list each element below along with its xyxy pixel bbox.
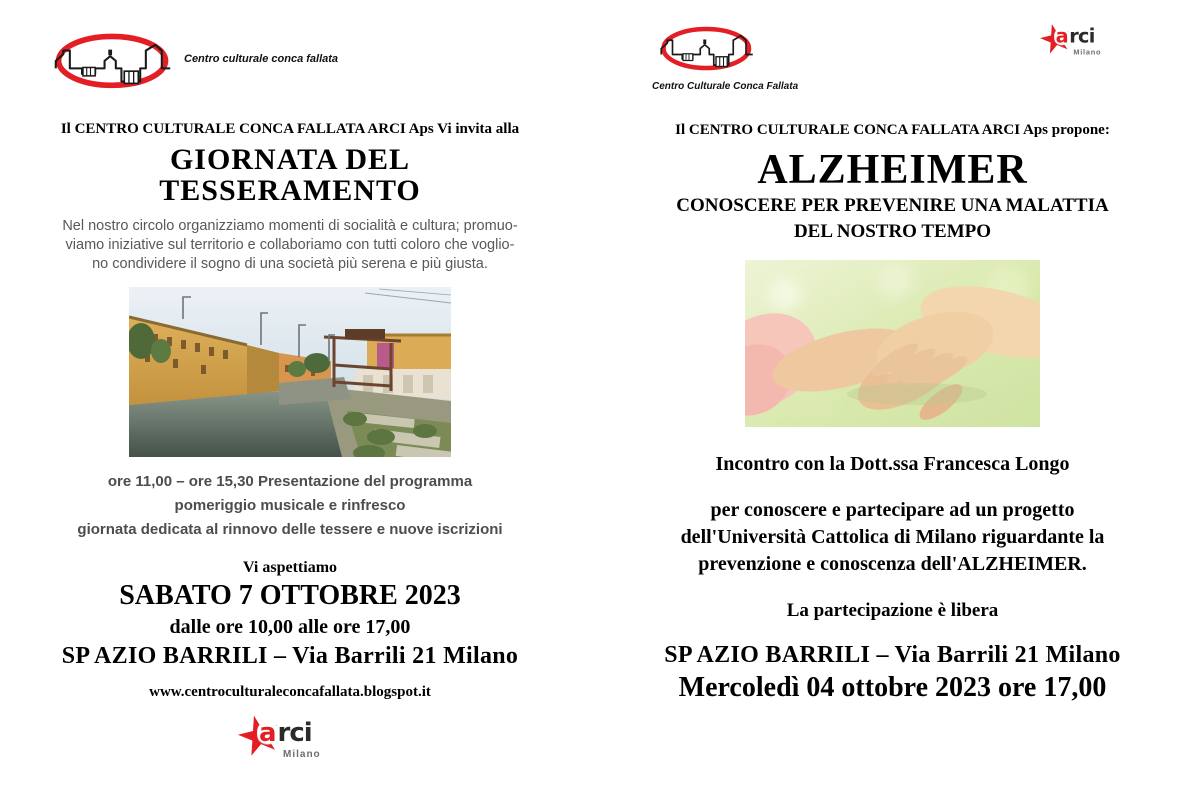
website-url: www.centroculturaleconcafallata.blogspot.it: [149, 684, 431, 700]
event-date: SABATO 7 OTTOBRE 2023: [119, 580, 461, 611]
schedule-line: pomeriggio musicale e rinfresco: [174, 497, 406, 514]
hands-photo: [745, 260, 1040, 427]
left-flyer: [40, 25, 540, 769]
speaker-line: Incontro con la Dott.ssa Francesca Longo: [715, 453, 1070, 475]
conca-fallata-logo-icon: [658, 20, 756, 74]
conca-fallata-logo-icon: [52, 25, 174, 93]
schedule-line: ore 11,00 – ore 15,30 Presentazione del programma: [107, 473, 473, 490]
right-subtitle-line2: DEL NOSTRO TEMPO: [793, 221, 992, 242]
arci-city-label: Milano: [283, 749, 321, 760]
schedule-block: [40, 470, 540, 542]
event-datetime: Mercoledì 04 ottobre 2023 ore 17,00: [678, 672, 1107, 703]
intro-line: viamo iniziative sul territorio e collaboriamo con tutti coloro che voglio-: [65, 237, 515, 253]
arci-city-label: Milano: [1073, 48, 1102, 57]
description-block: [640, 497, 1145, 578]
right-subtitle-line1: CONOSCERE PER PREVENIRE UNA MALATTIA: [676, 195, 1109, 216]
arci-letter-a: a: [1055, 25, 1068, 48]
conca-logo-caption: Centro culturale conca fallata: [184, 53, 339, 65]
intro-line: Nel nostro circolo organizziamo momenti di socialità e cultura; promuo-: [62, 218, 518, 234]
invite-line: Il CENTRO CULTURALE CONCA FALLATA ARCI Aps Vi invita alla: [60, 121, 520, 137]
propose-line: Il CENTRO CULTURALE CONCA FALLATA ARCI Aps propone:: [675, 122, 1110, 138]
canal-photo: [129, 287, 451, 457]
arci-letters-rci: rci: [1069, 25, 1095, 48]
event-venue: SP AZIO BARRILI – Via Barrili 21 Milano: [61, 643, 519, 669]
left-title-line1: GIORNATA DEL: [169, 143, 411, 176]
description-line: dell'Università Cattolica di Milano riguardante la: [680, 526, 1105, 548]
participation-line: La partecipazione è libera: [786, 600, 999, 621]
arci-milano-logo: [238, 713, 342, 769]
arci-wordmark: [257, 718, 312, 748]
conca-logo-caption: Centro Culturale Conca Fallata: [652, 81, 799, 92]
description-line: per conoscere e partecipare ad un progetto: [710, 499, 1075, 521]
event-time: dalle ore 10,00 alle ore 17,00: [169, 616, 411, 638]
await-line: Vi aspettiamo: [242, 559, 338, 576]
arci-milano-logo: [1040, 22, 1117, 63]
right-flyer: [640, 20, 1145, 705]
arci-letter-a: a: [259, 718, 276, 748]
conca-fallata-logo-block: [52, 25, 338, 93]
event-venue: SP AZIO BARRILI – Via Barrili 21 Milano: [664, 642, 1121, 668]
left-title-line2: TESSERAMENTO: [159, 174, 421, 207]
intro-line: no condividere il sogno di una società più serena e più giusta.: [92, 256, 488, 272]
schedule-line: giornata dedicata al rinnovo delle tessere e nuove iscrizioni: [77, 521, 503, 538]
intro-paragraph: [40, 217, 540, 274]
description-line: prevenzione e conoscenza dell'ALZHEIMER.: [698, 553, 1087, 575]
arci-wordmark: [1054, 26, 1094, 48]
conca-fallata-logo-block: [652, 20, 799, 92]
arci-letters-rci: rci: [277, 718, 312, 748]
right-title: ALZHEIMER: [757, 147, 1028, 193]
